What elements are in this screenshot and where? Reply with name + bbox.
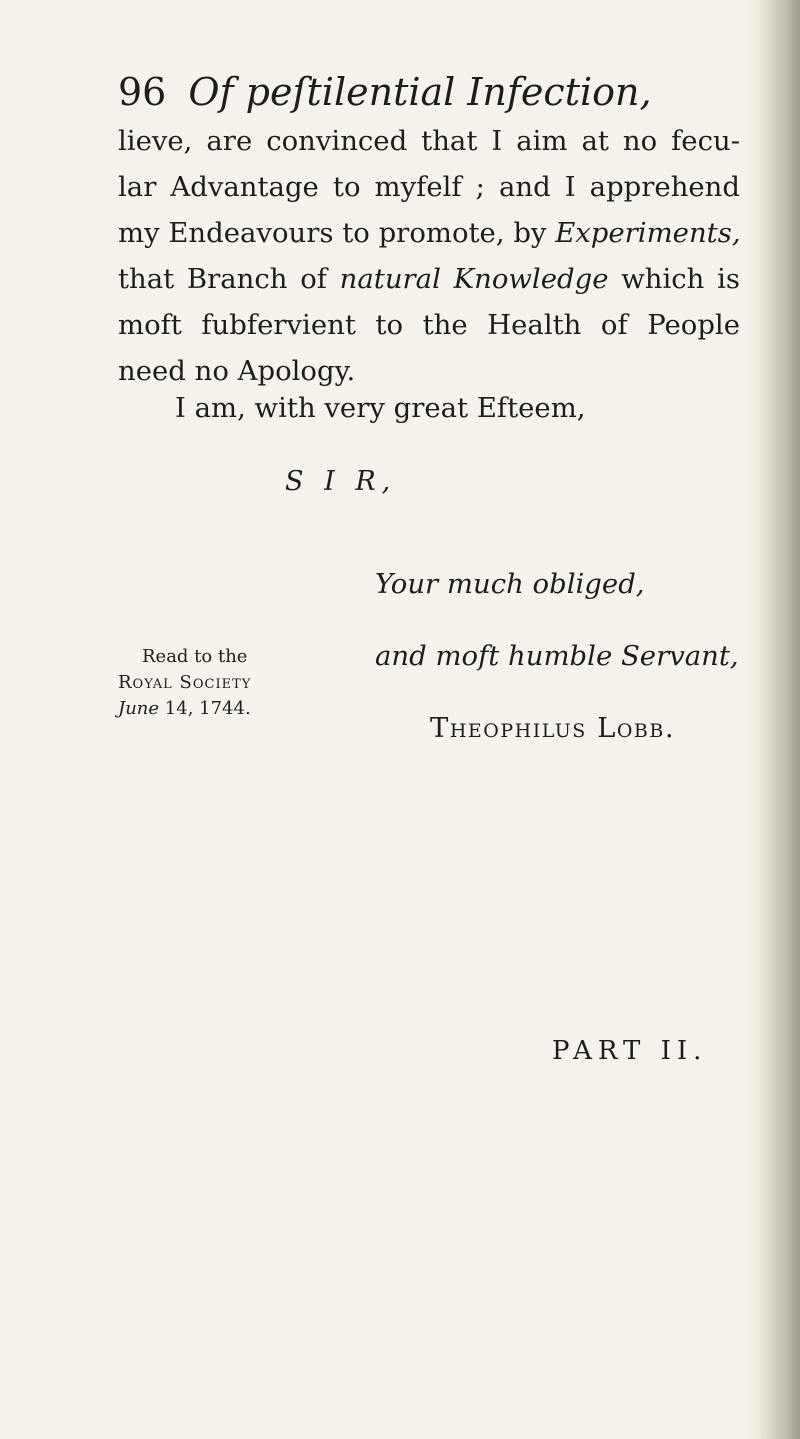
marginal-note-line-1: Read to the xyxy=(142,646,248,667)
valediction-line-1: Your much obliged, xyxy=(375,568,645,600)
body-segment: need no Apology. xyxy=(118,355,356,387)
page-header xyxy=(118,70,652,114)
marginal-note-line-2: Royal Society xyxy=(118,672,252,693)
marginal-note-month: June xyxy=(118,698,160,719)
body-segment: moft fubfervient to the Health of People xyxy=(118,309,740,341)
marginal-note-date: 14, 1744. xyxy=(159,698,251,719)
marginal-note xyxy=(118,644,251,722)
body-segment: lar Advantage to myfelf ; and I apprehend xyxy=(118,171,740,203)
closing-line: I am, with very great Efteem, xyxy=(175,392,586,424)
body-segment: my Endeavours to promote, by xyxy=(118,217,556,249)
body-segment: which is xyxy=(608,263,740,295)
page-number: 96 xyxy=(118,70,167,114)
body-segment: lieve, are convinced that I aim at no fecu- xyxy=(118,125,740,157)
body-line xyxy=(118,302,740,348)
signature: Theophilus Lobb. xyxy=(430,712,676,744)
salutation: S I R, xyxy=(285,466,397,497)
page-edge-shadow xyxy=(760,0,800,1439)
body-line xyxy=(118,118,740,164)
body-line xyxy=(118,164,740,210)
body-line xyxy=(118,348,740,394)
body-segment-italic: Experiments, xyxy=(555,217,741,249)
marginal-note-line-3 xyxy=(118,696,251,722)
body-paragraph xyxy=(118,118,740,394)
body-line xyxy=(118,256,740,302)
valediction-line-2: and moft humble Servant, xyxy=(375,640,739,672)
body-segment: that Branch of xyxy=(118,263,340,295)
next-section-heading: PART II. xyxy=(552,1036,708,1066)
running-title: Of peſtilential Infection, xyxy=(188,70,652,114)
body-segment-italic: natural Knowledge xyxy=(339,263,609,295)
body-line xyxy=(118,210,740,256)
